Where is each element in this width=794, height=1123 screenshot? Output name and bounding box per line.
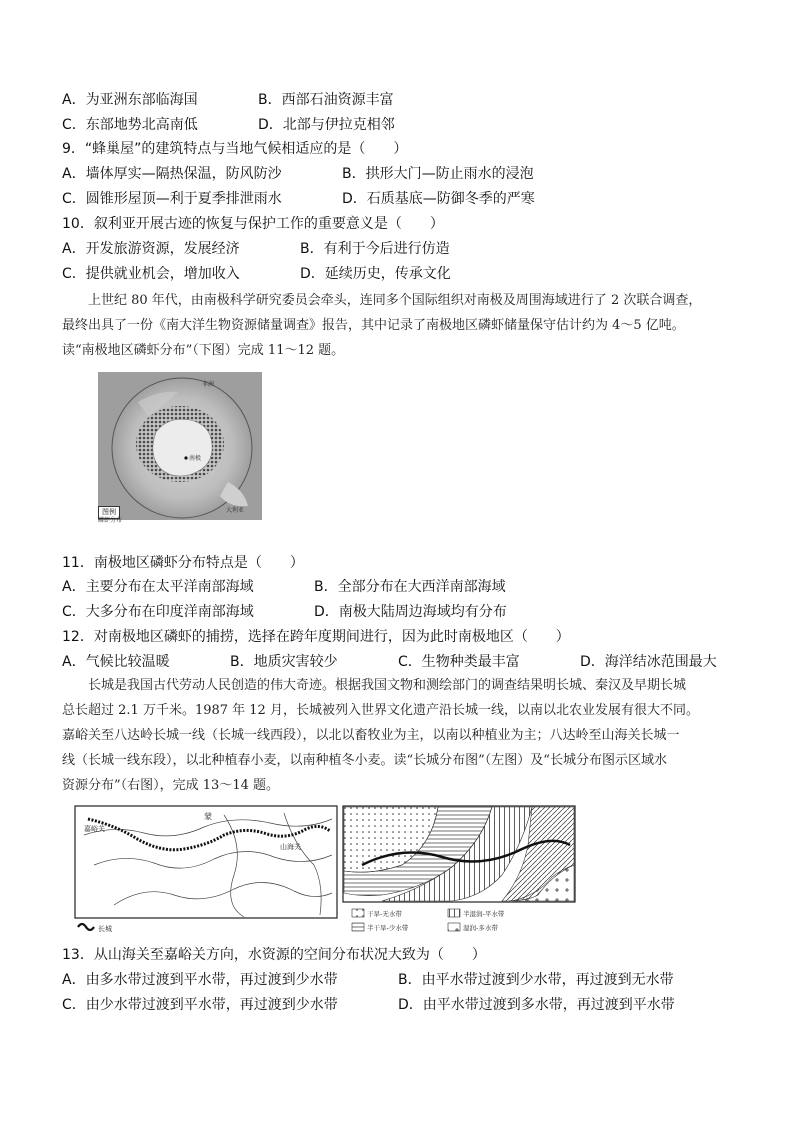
map1-legend-box: 图例 xyxy=(98,506,120,519)
q10-option-c: C．提供就业机会，增加收入 xyxy=(62,266,240,282)
great-wall-map xyxy=(74,805,338,937)
passage-krill-line: 读“南极地区磷虾分布”（下图）完成 11～12 题。 xyxy=(62,343,345,358)
map2-legend-text: 长城 xyxy=(98,925,112,933)
passage-wall-line: 资源分布”（右图），完成 13～14 题。 xyxy=(62,778,279,793)
passage-wall-line: 线（长城一线东段），以北种植春小麦，以南种植冬小麦。读“长城分布图”（左图）及“长城分布图示区域水 xyxy=(62,753,667,768)
map1-label-australia: 大利亚 xyxy=(226,507,245,514)
q11-stem: 11．南极地区磷虾分布特点是（ ） xyxy=(62,555,304,571)
q8-option-a: A．为亚洲东部临海国 xyxy=(62,92,198,108)
passage-krill-line: 最终出具了一份《南大洋生物资源储量调查》报告，其中记录了南极地区磷虾储量保守估计约为 4～5 亿吨。 xyxy=(62,318,685,333)
q12-option-a: A．气候比较温暖 xyxy=(62,654,170,670)
q12-stem: 12．对南极地区磷虾的捕捞，选择在跨年度期间进行，因为此时南极地区（ ） xyxy=(62,629,570,645)
q11-option-a: A．主要分布在太平洋南部海域 xyxy=(62,579,254,595)
q13-option-d: D．由平水带过渡到多水带，再过渡到平水带 xyxy=(398,997,675,1013)
q9-option-c: C．圆锥形屋顶—利于夏季排泄雨水 xyxy=(62,191,282,207)
q12-option-c: C．生物种类最丰富 xyxy=(398,654,520,670)
q13-option-b: B．由平水带过渡到少水带，再过渡到无水带 xyxy=(398,972,674,988)
passage-wall-line: 嘉峪关至八达岭长城一线（长城一线西段），以北以畜牧业为主，以南以种植业为主；八达岭至山海关长城一 xyxy=(62,728,680,743)
q13-option-a: A．由多水带过渡到平水带，再过渡到少水带 xyxy=(62,972,338,988)
q12-option-d: D．海洋结冰范围最大 xyxy=(580,654,717,670)
q9-stem: 9．“蜂巢屋”的建筑特点与当地气候相适应的是（ ） xyxy=(62,141,408,157)
passage-wall-line: 总长超过 2.1 万千米。1987 年 12 月，长城被列入世界文化遗产沿长城一线，以南以北农业发展有很大不同。 xyxy=(62,703,699,718)
q10-option-b: B．有利于今后进行仿造 xyxy=(300,241,450,257)
map2-label-jiayuguan: 嘉峪关 xyxy=(84,825,105,833)
q9-option-b: B．拱形大门—防止雨水的浸泡 xyxy=(342,166,534,182)
passage-great-wall xyxy=(62,673,737,798)
map2-label-mongolia: 蒙 xyxy=(204,812,212,821)
antarctic-krill-map xyxy=(98,372,262,524)
map3-legend-arid: 干旱-无水带 xyxy=(367,910,402,918)
q10-option-d: D．延续历史，传承文化 xyxy=(300,266,451,282)
map2-label-shanhaiguan: 山海关 xyxy=(280,843,301,851)
q13-stem: 13．从山海关至嘉峪关方向，水资源的空间分布状况大致为（ ） xyxy=(62,947,486,963)
q12-option-b: B．地质灾害较少 xyxy=(230,654,338,670)
map3-legend-semihumid: 半湿润-平水带 xyxy=(463,910,505,918)
water-resource-map xyxy=(342,805,612,937)
great-wall-legend-icon xyxy=(78,924,94,930)
q13-option-c: C．由少水带过渡到平水带，再过渡到少水带 xyxy=(62,997,338,1013)
q11-option-c: C．大多分布在印度洋南部海域 xyxy=(62,604,254,620)
passage-krill-line: 上世纪 80 年代，由南极科学研究委员会牵头，连同多个国际组织对南极及周围海域进行了 2 次联合调查， xyxy=(62,293,702,308)
q10-stem: 10．叙利亚开展古迹的恢复与保护工作的重要意义是（ ） xyxy=(62,216,444,232)
q11-option-d: D．南极大陆周边海域均有分布 xyxy=(314,604,507,620)
q9-option-a: A．墙体厚实—隔热保温，防风防沙 xyxy=(62,166,282,182)
q8-option-c: C．东部地势北高南低 xyxy=(62,117,198,133)
map1-label-antarctica: 南极 xyxy=(189,455,202,462)
q8-option-b: B．西部石油资源丰富 xyxy=(258,92,394,108)
map1-legend-caption: 磷虾分布 xyxy=(98,517,123,524)
map3-legend-humid: 湿润-多水带 xyxy=(463,924,498,932)
passage-wall-line: 长城是我国古代劳动人民创造的伟大奇迹。根据我国文物和测绘部门的调查结果明长城、秦汉及早期长城 xyxy=(62,678,687,693)
q8-option-d: D．北部与伊拉克相邻 xyxy=(258,117,395,133)
q10-option-a: A．开发旅游资源，发展经济 xyxy=(62,241,240,257)
map1-label-africa: 非洲 xyxy=(202,381,215,388)
map3-legend-semiarid: 半干旱-少水带 xyxy=(367,924,409,932)
q11-option-b: B．全部分布在大西洋南部海域 xyxy=(314,579,506,595)
passage-krill xyxy=(62,288,737,363)
q9-option-d: D．石质基底—防御冬季的严寒 xyxy=(342,191,535,207)
